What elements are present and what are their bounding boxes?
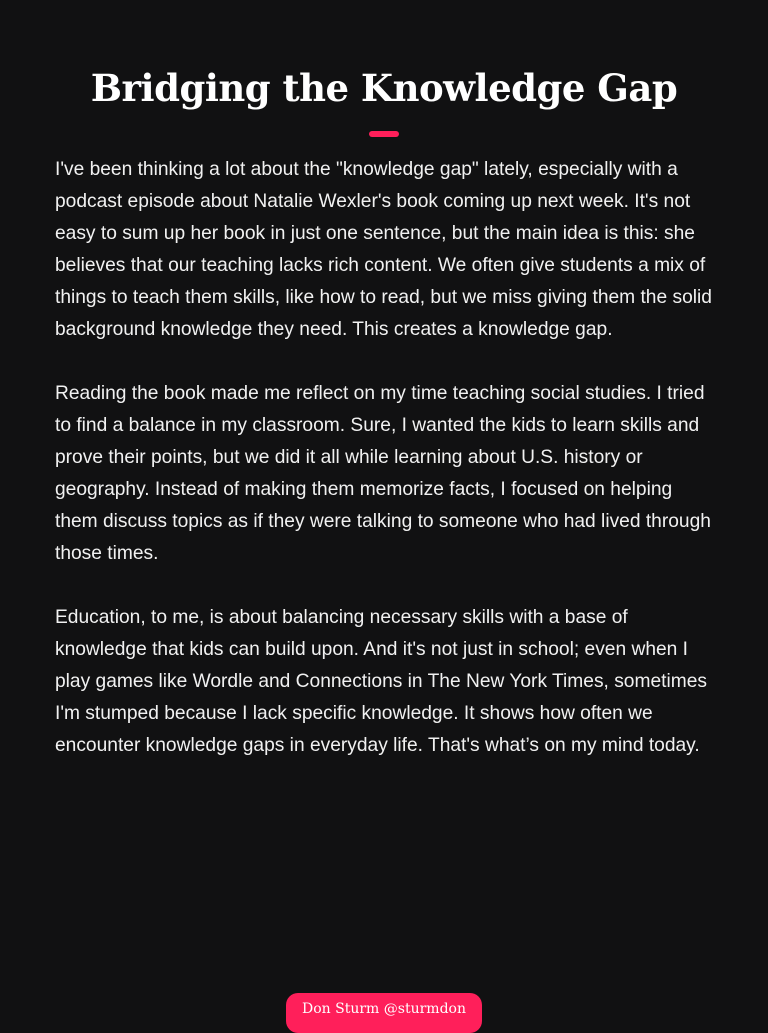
page-title: Bridging the Knowledge Gap — [90, 66, 678, 110]
paragraph-1: I've been thinking a lot about the "knowledge gap" lately, especially with a podcast episode about Natalie Wexler's book coming up next week. It's not easy to sum up her book in just one sentence, but the main idea is this: she believes that our teaching lacks rich content. We often give students a mix of things to teach them skills, like how to read, but we miss giving them the solid background knowledge they need. This creates a knowledge gap. — [55, 159, 712, 340]
author-badge: Don Sturm @sturmdon — [286, 993, 482, 1033]
paragraph-3: Education, to me, is about balancing necessary skills with a base of knowledge that kids can build upon. And it's not just in school; even when I play games like Wordle and Connections in The New York Times, sometimes I'm stumped because I lack specific knowledge. It shows how often we encounter knowledge gaps in everyday life. That's what’s on my mind today. — [55, 607, 707, 756]
article-body — [55, 154, 715, 794]
paragraph-2: Reading the book made me reflect on my time teaching social studies. I tried to find a balance in my classroom. Sure, I wanted the kids to learn skills and prove their points, but we did it all while learning about U.S. history or geography. Instead of making them memorize facts, I focused on helping them discuss topics as if they were talking to someone who had lived through those times. — [55, 383, 711, 564]
title-accent-divider — [369, 131, 399, 137]
